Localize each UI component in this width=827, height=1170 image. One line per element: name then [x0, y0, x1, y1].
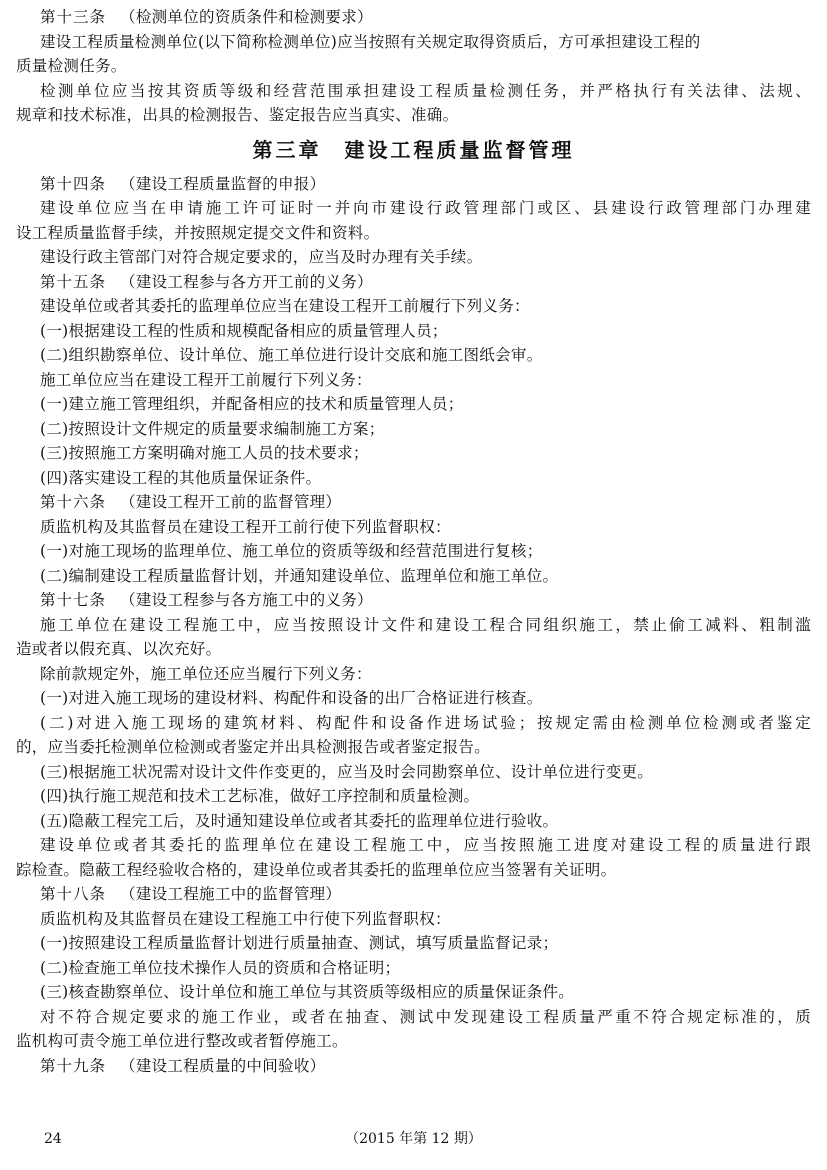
- paragraph-continuation: 监机构可责令施工单位进行整改或者暂停施工。: [16, 1032, 348, 1050]
- article-heading: [16, 882, 811, 907]
- paragraph-line: 建设单位或者其委托的监理单位应当在建设工程开工前履行下列义务：: [40, 297, 530, 315]
- paragraph-line: 对不符合规定要求的施工作业，或者在抽查、测试中发现建设工程质量严重不符合规定标准的，质: [40, 1007, 811, 1026]
- page-footer: [0, 1128, 827, 1150]
- article-number: 第十八条: [40, 885, 107, 903]
- paragraph-line: (四)落实建设工程的其他质量保证条件。: [40, 468, 322, 487]
- issue-label: （2015 年第 12 期）: [345, 1131, 482, 1147]
- paragraph-line: (一)对进入施工现场的建设材料、构配件和设备的出厂合格证进行核查。: [40, 689, 543, 707]
- paragraph-continuation: 踪检查。隐蔽工程经验收合格的，建设单位或者其委托的监理单位应当签署有关证明。: [16, 860, 617, 879]
- paragraph-line: (五)隐蔽工程完工后，及时通知建设单位或者其委托的监理单位进行验收。: [40, 811, 559, 830]
- paragraph-line: (三)根据施工状况需对设计文件作变更的，应当及时会同勘察单位、设计单位进行变更。: [40, 762, 654, 781]
- paragraph-line: (二)对进入施工现场的建筑材料、构配件和设备作进场试验；按规定需由检测单位检测或者鉴定: [40, 713, 811, 732]
- article-number: 第十三条: [40, 8, 107, 26]
- paragraph-line: (二)检查施工单位技术操作人员的资质和合格证明；: [40, 958, 401, 977]
- paragraph-line: (二)编制建设工程质量监督计划，并通知建设单位、监理单位和施工单位。: [40, 566, 559, 585]
- article-number: 第十九条: [40, 1056, 107, 1075]
- article-heading: [16, 1054, 811, 1079]
- paragraph-continuation: 造或者以假充真、以次充好。: [16, 640, 222, 658]
- article-number: 第十四条: [40, 174, 107, 193]
- paragraph-line: 建设行政主管部门对符合规定要求的，应当及时办理有关手续。: [40, 248, 483, 266]
- paragraph-line: (一)建立施工管理组织，并配备相应的技术和质量管理人员；: [40, 395, 464, 413]
- article-title: （检测单位的资质条件和检测要求）: [120, 8, 373, 26]
- article-title: （建设工程参与各方施工中的义务）: [120, 591, 373, 609]
- paragraph-line: (三)按照施工方案明确对施工人员的技术要求；: [40, 444, 369, 462]
- article-title: （建设工程参与各方开工前的义务）: [120, 272, 373, 291]
- paragraph-line: 施工单位在建设工程施工中，应当按照设计文件和建设工程合同组织施工，禁止偷工减料、粗制滥: [40, 615, 811, 634]
- article-title: （建设工程质量监督的申报）: [120, 174, 326, 193]
- paragraph-continuation: 规章和技术标准，出具的检测报告、鉴定报告应当真实、准确。: [16, 106, 459, 124]
- paragraph-continuation: 设工程质量监督手续，并按照规定提交文件和资料。: [16, 223, 380, 242]
- paragraph-line: (二)按照设计文件规定的质量要求编制施工方案；: [40, 419, 385, 438]
- paragraph-line: 建设工程质量检测单位(以下简称检测单位)应当按照有关规定取得资质后，方可承担建设工程的: [40, 32, 701, 51]
- body-text: [16, 5, 811, 1078]
- article-heading: [16, 5, 811, 30]
- article-title: （建设工程开工前的监督管理）: [120, 493, 342, 511]
- article-number: 第十五条: [40, 272, 107, 291]
- paragraph-line: 质监机构及其监督员在建设工程施工中行使下列监督职权：: [40, 909, 451, 928]
- article-heading: [16, 490, 811, 515]
- paragraph-line: 施工单位应当在建设工程开工前履行下列义务：: [40, 370, 372, 389]
- paragraph-line: 检测单位应当按其资质等级和经营范围承担建设工程质量检测任务，并严格执行有关法律、法规、: [40, 81, 811, 100]
- paragraph-line: (一)按照建设工程质量监督计划进行质量抽查、测试，填写质量监督记录；: [40, 934, 559, 952]
- paragraph-line: (三)核查勘察单位、设计单位和施工单位与其资质等级相应的质量保证条件。: [40, 983, 575, 1001]
- paragraph-line: 除前款规定外，施工单位还应当履行下列义务：: [40, 664, 372, 683]
- article-title: （建设工程质量的中间验收）: [120, 1056, 326, 1075]
- paragraph-line: (一)根据建设工程的性质和规模配备相应的质量管理人员；: [40, 321, 448, 340]
- paragraph-line: (二)组织勘察单位、设计单位、施工单位进行设计交底和施工图纸会审。: [40, 346, 543, 364]
- article-heading: [16, 588, 811, 613]
- article-number: 第十六条: [40, 493, 107, 511]
- paragraph-line: 质监机构及其监督员在建设工程开工前行使下列监督职权：: [40, 517, 451, 536]
- article-heading: [16, 270, 811, 295]
- paragraph-continuation: 质量检测任务。: [16, 57, 127, 75]
- paragraph-line: 建设单位或者其委托的监理单位在建设工程施工中，应当按照施工进度对建设工程的质量进行跟: [40, 836, 811, 854]
- paragraph-line: (一)对施工现场的监理单位、施工单位的资质等级和经营范围进行复核；: [40, 542, 543, 560]
- article-number: 第十七条: [40, 591, 107, 609]
- paragraph-line: (四)执行施工规范和技术工艺标准，做好工序控制和质量检测。: [40, 787, 480, 805]
- page-number: 24: [44, 1131, 62, 1147]
- paragraph-continuation: 的，应当委托检测单位检测或者鉴定并出具检测报告或者鉴定报告。: [16, 738, 491, 756]
- article-heading: [16, 172, 811, 197]
- chapter-heading: 第三章 建设工程质量监督管理: [252, 137, 575, 162]
- paragraph-line: 建设单位应当在申请施工许可证时一并向市建设行政管理部门或区、县建设行政管理部门办理建: [40, 199, 811, 217]
- article-title: （建设工程施工中的监督管理）: [120, 885, 342, 903]
